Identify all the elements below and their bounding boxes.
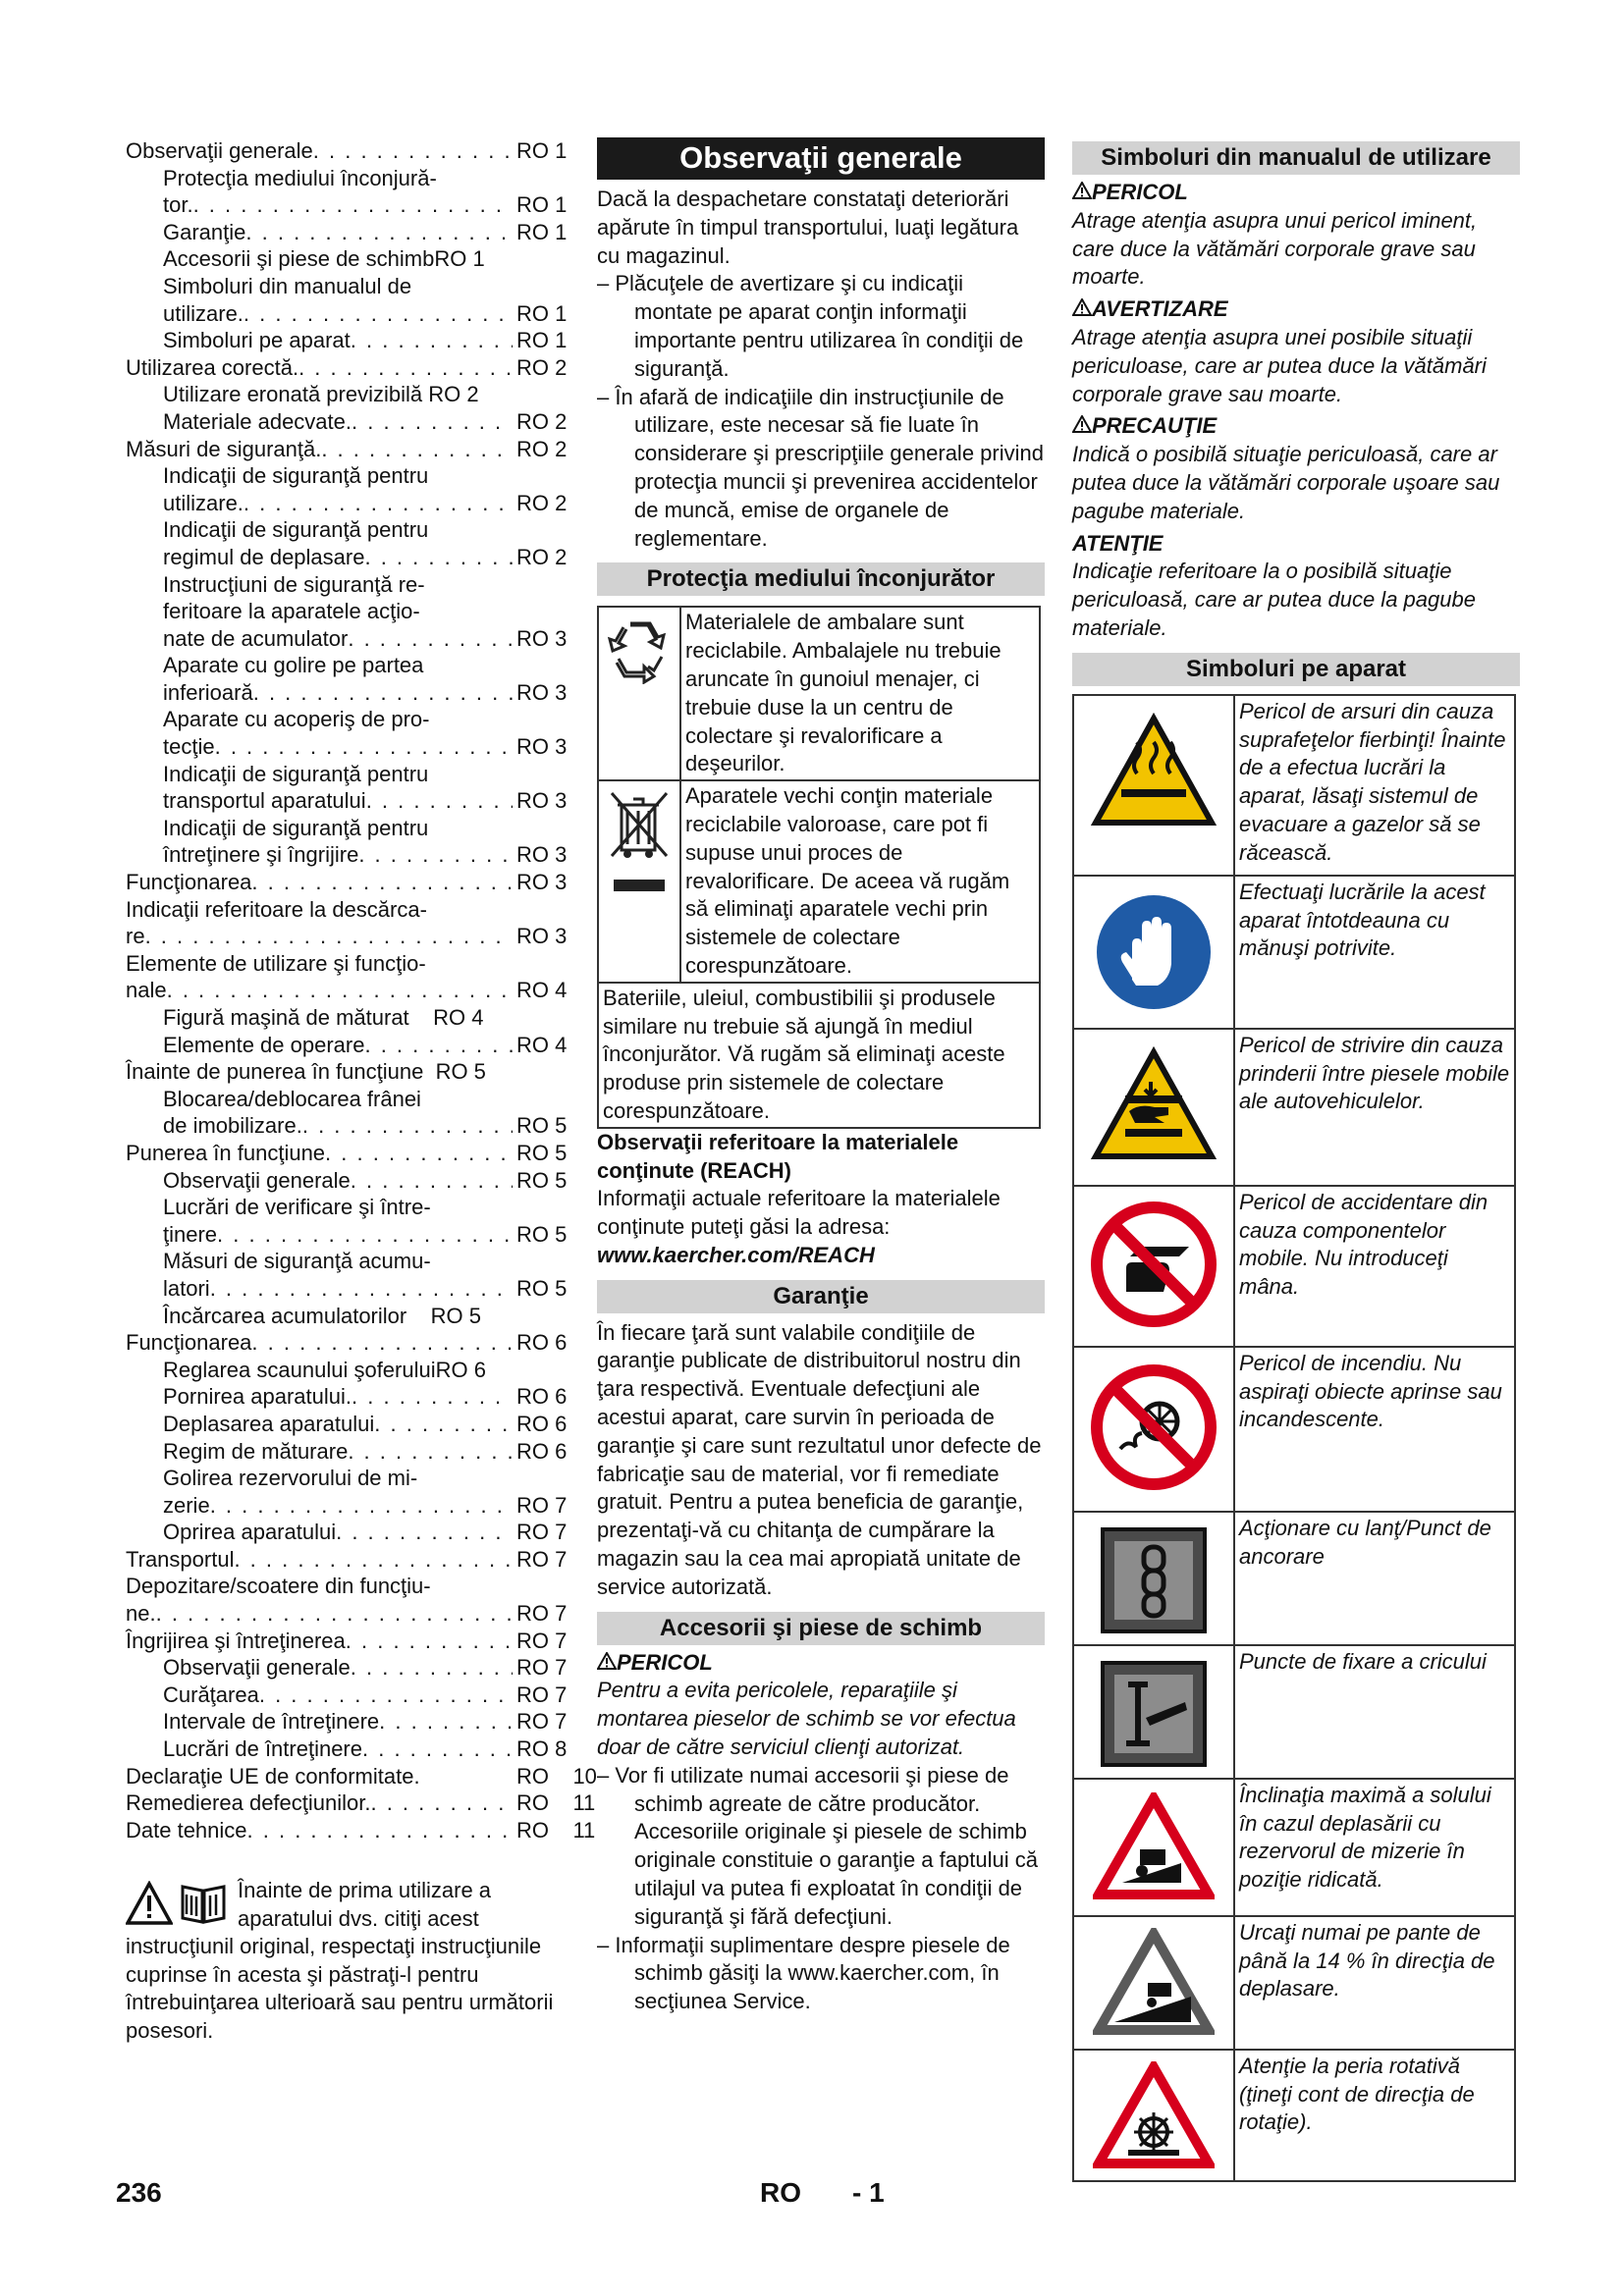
toc-entry[interactable] [126, 1817, 596, 1844]
toc-leader-dots [352, 1383, 513, 1411]
toc-entry-title: Lucrări de verificare şi între- [163, 1195, 431, 1220]
toc-leader-dots [352, 408, 513, 436]
toc-entry[interactable] [126, 679, 577, 707]
toc-entry-title: Depozitare/scoatere din funcţiu- [126, 1574, 431, 1599]
toc-entry[interactable] [126, 1600, 577, 1628]
toc-entry[interactable] [126, 1032, 577, 1059]
accessories-bullet-1: – Vor fi utilizate numai accesorii şi piese de schimb agreate de către producător. Accesoriile originale şi piesele de schimb originale constituie o garanţie a faptului că utilajul va putea fi exploatat în condiţii de siguranţă şi fără defecţiuni. [597, 1762, 1045, 1932]
toc-leader-dots [362, 1735, 513, 1763]
toc-entry-page: RO 3 [516, 679, 568, 705]
toc-entry-title: Înainte de punerea în funcţiune RO 5 [126, 1059, 486, 1085]
caution-label: PRECAUŢIE [1072, 412, 1520, 441]
slope-tilt-text: Înclinaţia maximă a solului în cazul deplasării cu rezervorul de mizerie în poziţie ridicată. [1234, 1779, 1515, 1916]
warranty-text: În fiecare ţară sunt valabile condiţiile de garanţie publicate de distribuitorul nostru din ţara respectivă. Eventuale defecţiuni ale acestui aparat, care survin în perioada de garanţie şi care sunt rezultatul unor defecte de fabricaţie sau de material, vor fi remediate gratuit. Pentru a putea beneficia de garanţie, prezentaţi-vă cu chitanţa de cumpărare la magazin sau la cea mai apropiată unitate de service autorizată. [597, 1319, 1042, 1599]
toc-entry-page: RO 11 [516, 1790, 596, 1816]
toc-entry[interactable] [126, 1329, 577, 1357]
device-symbols-table [1072, 694, 1516, 2182]
crush-hazard-icon [1090, 1046, 1218, 1164]
intro-text: Înainte de prima utilizare a aparatului dvs. citiţi acest instrucţiunil original, respectaţi instrucţiunile cuprinse în acesta şi păstraţi-l pentru întrebuinţarea ulterioară sau pentru următorii posesori. [126, 1878, 554, 2043]
toc-entry-title: Figură maşină de măturat RO 4 [163, 1005, 484, 1030]
toc-entry-page: RO 1 [516, 219, 568, 244]
toc-leader-dots [313, 137, 513, 165]
toc-entry-title: Observaţii generale [163, 1167, 351, 1193]
toc-leader-dots [366, 787, 513, 815]
toc-entry-page: RO 6 [516, 1384, 568, 1410]
accessories-bullet-2: – Informaţii suplimentare despre piesele de schimb găsiţi la www.kaercher.com, în secţiunea Service. [597, 1932, 1045, 2016]
chain-text: Acţionare cu lanţ/Punct de ancorare [1234, 1512, 1515, 1645]
toc-entry[interactable] [126, 1519, 577, 1546]
toc-entry-page: RO 3 [516, 842, 568, 868]
toc-entry[interactable] [126, 1275, 577, 1303]
toc-leader-dots [259, 1682, 513, 1709]
toc-leader-dots [167, 977, 513, 1004]
toc-leader-dots [321, 436, 513, 463]
device-symbols-heading: Simboluri pe aparat [1072, 653, 1520, 686]
gloves-icon [1093, 891, 1215, 1013]
toc-entry[interactable] [126, 1303, 577, 1330]
toc-entry[interactable] [126, 516, 577, 544]
toc-leader-dots [325, 1140, 513, 1167]
toc-entry[interactable] [126, 1654, 577, 1682]
toc-entry-title: Lucrări de întreţinere [163, 1736, 362, 1762]
toc-leader-dots [351, 1167, 513, 1195]
toc-entry-title: inferioară [163, 679, 253, 705]
toc-entry-page: RO 7 [516, 1682, 568, 1707]
no-hand-cell [1073, 1186, 1234, 1347]
toc-entry-title: tor. [163, 192, 193, 218]
toc-entry-title: tecţie [163, 734, 215, 760]
toc-entry-page: RO 5 [516, 1167, 568, 1193]
toc-entry-page: RO 1 [516, 328, 568, 353]
warning-label: AVERTIZARE [1072, 295, 1520, 324]
toc-entry-title: utilizare. [163, 490, 244, 515]
toc-entry-title: Simboluri din manualul de [163, 273, 412, 298]
no-hand-text: Pericol de accidentare din cauza componentelor mobile. Nu introduceţi mâna. [1234, 1186, 1515, 1347]
toc-entry-title: Indicaţii de siguranţă pentru [163, 463, 429, 489]
middle-column [597, 137, 1045, 2016]
accessories-warning-label: PERICOL [597, 1649, 1045, 1678]
toc-column [126, 137, 597, 2045]
hot-surface-cell [1073, 695, 1234, 876]
toc-entry-page: RO 5 [516, 1140, 568, 1165]
toc-entry-title: Îngrijirea şi întreţinerea [126, 1628, 346, 1653]
toc-entry-title: Indicaţii referitoare la descărca- [126, 896, 427, 922]
toc-entry-title: Remedierea defecţiunilor. [126, 1790, 371, 1816]
accessories-heading: Accesorii şi piese de schimb [597, 1612, 1045, 1645]
general-heading: Observaţii generale [597, 137, 1045, 180]
toc-leader-dots [379, 1708, 513, 1735]
toc-entry-page: RO 11 [516, 1817, 596, 1842]
toc-entry-page: RO 1 [516, 300, 568, 326]
jack-text: Puncte de fixare a cricului [1234, 1645, 1515, 1779]
chain-cell [1073, 1512, 1234, 1645]
toc-entry[interactable] [126, 1438, 577, 1466]
toc-entry-title: Curăţarea [163, 1682, 259, 1707]
toc-entry-page: RO 10 [516, 1763, 597, 1789]
toc-leader-dots [364, 544, 513, 571]
toc-entry-title: feritoare la aparatele acţio- [163, 599, 420, 624]
no-hand-icon [1091, 1201, 1217, 1327]
toc-entry[interactable] [126, 219, 577, 246]
toc-leader-dots [298, 354, 513, 382]
toc-entry[interactable] [126, 625, 577, 653]
toc-entry-page: RO 3 [516, 625, 568, 651]
warning-triangle-icon [126, 1881, 173, 1926]
manual-symbols-heading: Simboluri din manualul de utilizare [1072, 141, 1520, 175]
toc-leader-dots [348, 1438, 513, 1466]
footer-section-page: - 1 [852, 2177, 885, 2208]
chain-icon [1099, 1525, 1209, 1635]
toc-entry-title: Transportul [126, 1546, 235, 1572]
slope-tilt-icon [1093, 1792, 1215, 1902]
toc-entry-title: Materiale adecvate. [163, 408, 352, 434]
toc-entry-title: Punerea în funcţiune [126, 1140, 326, 1165]
no-fire-cell [1073, 1347, 1234, 1512]
gloves-cell [1073, 876, 1234, 1029]
toc-entry[interactable] [126, 1140, 577, 1167]
toc-entry-title: transportul aparatului [163, 788, 366, 814]
toc-entry[interactable] [126, 490, 577, 517]
toc-entry-page: RO 5 [516, 1221, 568, 1247]
no-fire-icon [1091, 1364, 1217, 1490]
toc-entry[interactable] [126, 706, 577, 733]
toc-leader-dots [348, 625, 513, 653]
toc-entry-title: Declaraţie UE de conformitate. [126, 1763, 420, 1789]
toc-entry-page: RO 6 [516, 1330, 568, 1356]
toc-entry-title: întreţinere şi îngrijire [163, 842, 359, 868]
caution-text: Indică o posibilă situaţie periculoasă, care ar putea duce la vătămări corporale uşoare sau pagube materiale. [1072, 442, 1500, 523]
toc-entry[interactable] [126, 761, 577, 788]
general-bullet-1: – Plăcuţele de avertizare şi cu indicaţii montate pe aparat conţin informaţii importante pentru utilizarea în condiţii de siguranţă. [597, 270, 1045, 383]
bin-cell [598, 780, 680, 983]
accessories-warning-text: Pentru a evita pericolele, reparaţiile şi montarea pieselor de schimb se vor efectua doar de către serviciul clienţi autorizat. [597, 1678, 1016, 1760]
general-intro: Dacă la despachetare constataţi deteriorări apărute în timpul transportului, luaţi legătura cu magazinul. [597, 187, 1019, 268]
brush-text: Atenţie la peria rotativă (ţineţi cont de direcţia de rotaţie). [1234, 2050, 1515, 2181]
warning-text: Atrage atenţia asupra unei posibile situaţii periculoase, care ar putea duce la vătămări corporale grave sau moarte. [1072, 324, 1487, 406]
hot-surface-icon [1090, 713, 1218, 830]
toc-leader-dots [346, 1628, 513, 1655]
toc-entry[interactable] [126, 787, 577, 815]
toc-entry-page: RO 2 [516, 354, 568, 380]
toc-entry-title: zerie [163, 1492, 210, 1518]
toc-entry-page: RO 2 [516, 544, 568, 569]
toc-leader-dots [215, 733, 513, 761]
toc-entry[interactable] [126, 1383, 577, 1411]
reach-link[interactable]: www.kaercher.com/REACH [597, 1242, 875, 1267]
toc-entry-title: Regim de măturare [163, 1438, 349, 1464]
toc-leader-dots [251, 869, 513, 896]
toc-entry[interactable] [126, 1221, 577, 1249]
toc-entry-title: Oprirea aparatului [163, 1520, 337, 1545]
general-bullet-2: – În afară de indicaţiile din instrucţiunile de utilizare, este necesar să fie luate în considerare şi prescripţiile generale privind protecţia muncii şi prevenirea accidentelor de muncă, emise de organele de reglementare. [597, 384, 1045, 554]
environment-heading: Protecţia mediului înconjurător [597, 562, 1045, 596]
slope-tilt-cell [1073, 1779, 1234, 1916]
toc-leader-dots [253, 679, 513, 707]
toc-entry-title: re [126, 924, 145, 949]
toc-leader-dots [351, 327, 513, 354]
gloves-text: Efectuaţi lucrările la acest aparat întotdeauna cu mănuşi potrivite. [1234, 876, 1515, 1029]
toc-entry-page: RO 2 [516, 408, 568, 434]
toc-entry[interactable] [126, 1112, 577, 1140]
toc-entry-page: RO 1 [516, 138, 568, 163]
slope-14-text: Urcaţi numai pe pante de până la 14 % în direcţia de deplasare. [1234, 1916, 1515, 2050]
toc-entry-page: RO 4 [516, 978, 568, 1003]
toc-entry-title: Utilizare eronată previzibilă RO 2 [163, 382, 479, 407]
warning-triangle-icon [1072, 182, 1092, 199]
warning-triangle-icon [1072, 298, 1092, 316]
toc-leader-dots [358, 841, 513, 869]
toc-entry-title: Date tehnice [126, 1817, 247, 1842]
toc-entry-page: RO 7 [516, 1601, 568, 1627]
toc-entry[interactable] [126, 300, 577, 328]
brush-cell [1073, 2050, 1234, 2181]
toc-entry-page: RO 2 [516, 490, 568, 515]
toc-entry-title: Reglarea scaunului şoferuluiRO 6 [163, 1357, 486, 1382]
toc-entry-title: Funcţionarea [126, 1330, 252, 1356]
right-column [1072, 137, 1520, 2182]
toc-entry[interactable] [126, 1411, 577, 1438]
toc-entry[interactable] [126, 1708, 577, 1735]
toc-entry-title: Simboluri pe aparat [163, 328, 351, 353]
toc-leader-dots [145, 923, 513, 950]
toc-leader-dots [247, 1817, 513, 1844]
toc-entry-page: RO 7 [516, 1520, 568, 1545]
toc-entry-page: RO 8 [516, 1736, 568, 1762]
toc-entry-page: RO 7 [516, 1655, 568, 1681]
toc-entry[interactable] [126, 1763, 597, 1790]
crush-cell [1073, 1029, 1234, 1186]
slope-14-cell [1073, 1916, 1234, 2050]
toc-entry-title: Deplasarea aparatului [163, 1411, 375, 1436]
toc-entry-title: Aparate cu acoperiş de pro- [163, 707, 430, 732]
intro-note [126, 1877, 577, 2045]
toc-entry-title: Indicaţii de siguranţă pentru [163, 517, 429, 543]
toc-entry-title: Indicaţii de siguranţă pentru [163, 815, 429, 840]
recycle-icon [605, 615, 674, 684]
toc-leader-dots [374, 1411, 513, 1438]
toc-leader-dots [364, 1032, 513, 1059]
toc-leader-dots [244, 300, 513, 328]
toc-leader-dots [193, 191, 513, 219]
toc-entry[interactable] [126, 165, 577, 192]
toc-leader-dots [210, 1275, 513, 1303]
toc-entry[interactable] [126, 652, 577, 679]
toc-leader-dots [244, 490, 513, 517]
toc-leader-dots [217, 1221, 513, 1249]
toc-entry[interactable] [126, 1682, 577, 1709]
toc-entry[interactable] [126, 733, 577, 761]
toc-entry-title: Blocarea/deblocarea frânei [163, 1086, 421, 1111]
toc-entry-title: Intervale de întreţinere [163, 1709, 380, 1735]
toc-entry-title: ţinere [163, 1221, 218, 1247]
toc-entry-page: RO 3 [516, 870, 568, 895]
toc-entry-title: Aparate cu golire pe partea [163, 653, 424, 678]
toc-entry-page: RO 7 [516, 1546, 568, 1572]
toc-entry[interactable] [126, 436, 577, 463]
toc-entry[interactable] [126, 1004, 577, 1032]
toc-entry-title: nale [126, 978, 167, 1003]
environment-table [597, 606, 1041, 1128]
warning-triangle-icon [597, 1652, 617, 1670]
toc-entry-title: Observaţii generale [163, 1655, 351, 1681]
toc-leader-dots [156, 1600, 513, 1628]
toc-entry-page: RO 3 [516, 788, 568, 814]
toc-entry[interactable] [126, 1465, 577, 1492]
toc-leader-dots [302, 1112, 513, 1140]
warning-triangle-icon [1072, 415, 1092, 433]
table-of-contents [126, 137, 597, 1843]
toc-entry[interactable] [126, 1248, 577, 1275]
environment-row-3: Bateriile, uleiul, combustibilii şi produsele similare nu trebuie să ajungă în mediul înconjurător. Vă rugăm să eliminaţi aceste produse prin sistemele de colectare corespunzătoare. [598, 983, 1040, 1128]
toc-entry-title: Protecţia mediului înconjură- [163, 165, 437, 190]
toc-leader-dots [370, 1789, 513, 1817]
toc-leader-dots [336, 1519, 513, 1546]
toc-entry[interactable] [126, 327, 577, 354]
toc-entry-title: Accesorii şi piese de schimbRO 1 [163, 246, 485, 272]
toc-entry-title: regimul de deplasare [163, 544, 365, 569]
toc-leader-dots [234, 1546, 513, 1574]
toc-entry-title: nate de acumulator [163, 625, 349, 651]
toc-entry[interactable] [126, 1086, 577, 1113]
toc-entry[interactable] [126, 245, 577, 273]
toc-entry-title: Funcţionarea [126, 870, 252, 895]
toc-entry-page: RO 1 [516, 192, 568, 218]
toc-entry[interactable] [126, 571, 577, 599]
toc-entry[interactable] [126, 354, 577, 382]
jack-point-icon [1099, 1659, 1209, 1769]
toc-entry-page: RO 3 [516, 924, 568, 949]
no-fire-text: Pericol de incendiu. Nu aspiraţi obiecte aprinse sau incandescente. [1234, 1347, 1515, 1512]
toc-entry[interactable] [126, 950, 577, 978]
hot-surface-text: Pericol de arsuri din cauza suprafeţelor fierbinţi! Înainte de a efectua lucrări la aparat, lăsaţi sistemul de evacuare a gazelor să se răcească. [1234, 695, 1515, 876]
toc-entry[interactable] [126, 1194, 577, 1221]
toc-entry[interactable] [126, 815, 577, 842]
toc-entry[interactable] [126, 869, 577, 896]
toc-entry-page: RO 2 [516, 436, 568, 461]
danger-text: Atrage atenţia asupra unui pericol iminent, care duce la vătămări corporale grave sau moarte. [1072, 207, 1478, 290]
toc-entry-title: Garanţie [163, 219, 246, 244]
recycle-cell [598, 607, 680, 780]
toc-entry-title: utilizare. [163, 300, 244, 326]
slope-14-icon [1093, 1928, 1215, 2038]
toc-entry-title: Elemente de operare [163, 1032, 365, 1057]
toc-entry-page: RO 4 [516, 1032, 568, 1057]
attention-text: Indicaţie referitoare la o posibilă situaţie periculoasă, care ar putea duce la pagube materiale. [1072, 559, 1476, 640]
jack-cell [1073, 1645, 1234, 1779]
toc-entry-title: Instrucţiuni de siguranţă re- [163, 571, 425, 597]
toc-entry[interactable] [126, 1546, 577, 1574]
manual-book-icon [179, 1881, 228, 1926]
rotating-brush-icon [1093, 2061, 1215, 2171]
toc-entry-title: Indicaţii de siguranţă pentru [163, 761, 429, 786]
toc-entry-title: de imobilizare. [163, 1113, 302, 1139]
toc-entry-title: ne. [126, 1601, 156, 1627]
toc-entry-page: RO 3 [516, 734, 568, 760]
toc-entry[interactable] [126, 191, 577, 219]
toc-entry[interactable] [126, 1492, 577, 1520]
toc-entry[interactable] [126, 1058, 577, 1086]
intro-icons [126, 1881, 232, 1928]
toc-entry[interactable] [126, 1789, 596, 1817]
toc-entry-title: Încărcarea acumulatorilor RO 5 [163, 1303, 482, 1328]
toc-entry[interactable] [126, 408, 577, 436]
toc-entry-page: RO 6 [516, 1411, 568, 1436]
toc-leader-dots [245, 219, 513, 246]
danger-label: PERICOL [1072, 179, 1520, 207]
reach-text: Informaţii actuale referitoare la materialele conţinute puteţi găsi la adresa: [597, 1186, 1001, 1240]
toc-entry[interactable] [126, 381, 577, 408]
toc-entry[interactable] [126, 841, 577, 869]
toc-leader-dots [351, 1654, 513, 1682]
attention-label: ATENŢIE [1072, 530, 1164, 556]
toc-entry[interactable] [126, 462, 577, 490]
toc-entry-title: Măsuri de siguranţă. [126, 436, 322, 461]
toc-entry[interactable] [126, 544, 577, 571]
toc-entry-page: RO 7 [516, 1492, 568, 1518]
toc-entry-title: Golirea rezervorului de mi- [163, 1466, 418, 1491]
toc-entry-title: Elemente de utilizare şi funcţio- [126, 950, 426, 976]
toc-entry[interactable] [126, 923, 577, 950]
toc-entry-title: Utilizarea corectă. [126, 354, 299, 380]
crossed-bin-icon [608, 789, 671, 897]
reach-title: Observaţii referitoare la materialele conţinute (REACH) [597, 1129, 959, 1183]
environment-row-1: Materialele de ambalare sunt reciclabile. Ambalajele nu trebuie aruncate în gunoiul menajer, ci trebuie duse la un centru de colectare şi revalorificare a deşeurilor. [680, 607, 1040, 780]
toc-entry[interactable] [126, 1357, 577, 1384]
toc-entry-title: Pornirea aparatului. [163, 1384, 352, 1410]
toc-entry-page: RO 6 [516, 1438, 568, 1464]
toc-leader-dots [251, 1329, 513, 1357]
toc-entry[interactable] [126, 1628, 577, 1655]
toc-entry[interactable] [126, 977, 577, 1004]
toc-entry-title: Observaţii generale [126, 138, 313, 163]
page-number: 236 [116, 2177, 162, 2208]
toc-leader-dots [210, 1492, 513, 1520]
toc-entry[interactable] [126, 1573, 577, 1600]
toc-entry-title: Măsuri de siguranţă acumu- [163, 1249, 431, 1274]
toc-entry-page: RO 5 [516, 1113, 568, 1139]
toc-entry-page: RO 7 [516, 1709, 568, 1735]
crush-text: Pericol de strivire din cauza prinderii între piesele mobile ale autovehiculelor. [1234, 1029, 1515, 1186]
environment-row-2: Aparatele vechi conţin materiale reciclabile valoroase, care pot fi supuse unui proces de revalorificare. De aceea vă rugăm să eliminaţi aparatele vechi prin sistemele de colectare corespunzătoare. [680, 780, 1040, 983]
toc-entry[interactable] [126, 273, 577, 300]
warranty-heading: Garanţie [597, 1280, 1045, 1313]
toc-entry[interactable] [126, 1735, 577, 1763]
toc-entry-page: RO 7 [516, 1628, 568, 1653]
toc-entry-title: latori [163, 1275, 210, 1301]
footer-language: RO [760, 2177, 801, 2208]
toc-entry[interactable] [126, 137, 577, 165]
toc-entry-page: RO 5 [516, 1275, 568, 1301]
toc-entry[interactable] [126, 598, 577, 625]
toc-entry[interactable] [126, 1167, 577, 1195]
toc-entry[interactable] [126, 896, 577, 924]
